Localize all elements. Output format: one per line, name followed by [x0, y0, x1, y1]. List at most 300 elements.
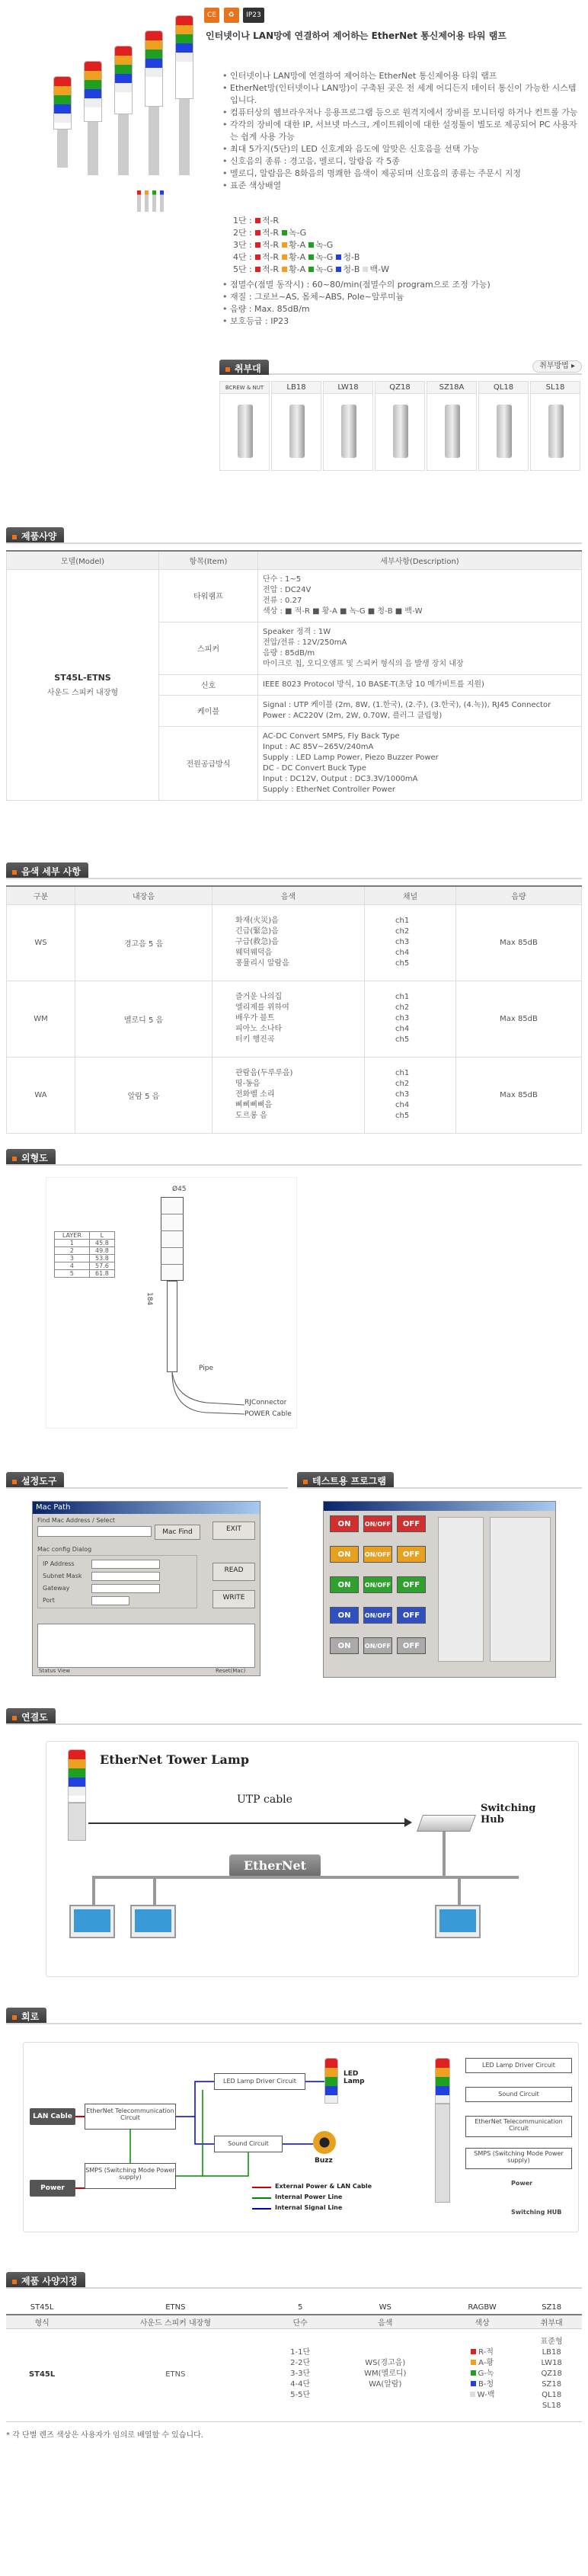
lan-label: LAN Cable — [30, 2108, 75, 2125]
test-on-button[interactable]: ON — [330, 1515, 359, 1532]
test-on-button[interactable]: ON — [330, 1607, 359, 1624]
product-photo — [46, 15, 198, 221]
order-label: 취부대 — [540, 2318, 563, 2328]
sound-tone: 긴급(緊急)음 — [235, 927, 279, 936]
spec-line: Supply : LED Lamp Power, Piezo Buzzer Power — [263, 753, 439, 762]
feature-item: • 컴퓨터상의 웹브라우저나 응용프로그램 등으로 원격지에서 장비를 모니터링 하거나 컨트롤 가능 — [222, 107, 580, 119]
order-color — [443, 2369, 522, 2379]
outline-cell: 61.8 — [89, 1270, 114, 1278]
sound-tones — [213, 981, 365, 1057]
setup-title: 설정도구 — [21, 1476, 57, 1486]
order-tone: WA(알람) — [369, 2380, 402, 2389]
color-swatch — [336, 254, 341, 260]
connection-title: 연결도 — [21, 1712, 48, 1723]
feature-item: • 음량 : Max. 85dB/m — [222, 303, 580, 315]
sound-tone: 전화벨 소리 — [235, 1090, 275, 1099]
outline-row — [55, 1270, 115, 1278]
sound-tones — [213, 904, 365, 981]
color-tier-row — [233, 215, 462, 227]
sound-tone: 도르롱 음 — [235, 1112, 267, 1120]
lamp-1 — [53, 76, 72, 130]
gateway-field[interactable] — [91, 1584, 160, 1593]
spec-line: AC-DC Convert SMPS, Fly Back Type — [263, 731, 400, 741]
color-swatch — [282, 230, 287, 235]
spec-model: ST45L-ETNS — [54, 672, 111, 683]
order-code: ST45L — [30, 2303, 54, 2312]
right-sound-box: Sound Circuit — [465, 2087, 572, 2102]
mount-options — [219, 381, 582, 472]
mount-method-button[interactable]: 취부방법 ▸ — [532, 360, 582, 373]
circuit-diagram — [23, 2042, 579, 2232]
sound-row — [7, 981, 582, 1057]
order-color-swatch — [471, 2370, 476, 2376]
sound-tone: 피아노 소나타 — [235, 1025, 283, 1033]
outline-drawing — [46, 1177, 297, 1429]
color-swatch — [255, 218, 260, 223]
spec-table — [6, 550, 582, 801]
sound-type: 멜로디 5 음 — [75, 981, 213, 1057]
order-tiers — [273, 2328, 327, 2420]
spec-section-header — [6, 526, 582, 544]
outline-row — [55, 1255, 115, 1262]
mount-image — [497, 405, 512, 458]
spec-line: Signal : UTP 케이블 (2m, 8W, (1.한국), (2.주), (3.한국), (4.녹)), RJ45 Connector — [263, 700, 551, 709]
color-swatch — [255, 242, 260, 248]
sound-title: 음색 세부 사항 — [21, 866, 81, 877]
color-name: 녹-G — [289, 228, 307, 238]
outline-cell: 57.6 — [89, 1262, 114, 1270]
spec-line: Input : DC12V, Output : DC3.3V/1000mA — [263, 774, 418, 783]
order-note: * 각 단별 렌즈 색상은 사용자가 임의로 배열할 수 있습니다. — [6, 2431, 203, 2440]
spec-header-desc: 세부사항(Description) — [258, 551, 582, 569]
product-title: 인터넷이나 LAN망에 연결하여 제어하는 EtherNet 통신제어용 타워 램프 — [206, 30, 507, 41]
mount-label: QL18 — [479, 382, 528, 394]
spec-line: 전압/전류 : 12V/250mA — [263, 638, 347, 647]
buzz-label: Buzz — [315, 2157, 333, 2165]
mac-find-button[interactable]: Mac Find — [155, 1525, 200, 1540]
setup-window: Mac Path Find Mac Address / Select Mac Find EXIT Mac config Dialog IP Address Subnet Mask Gateway Port READ WRITE Status View Reset(Mac) — [32, 1501, 260, 1676]
spec-model-sub: 사운드 스피커 내장형 — [46, 688, 119, 697]
color-swatch — [282, 242, 287, 248]
spec-line: 단수 : 1~5 — [263, 574, 302, 584]
spec-desc — [258, 622, 582, 674]
lamp-4 — [145, 30, 163, 107]
pc-icon — [435, 1905, 481, 1938]
outline-label-rj: RJConnector — [244, 1399, 287, 1406]
outline-cell: 49.8 — [89, 1247, 114, 1255]
order-code: RAGBW — [468, 2303, 497, 2312]
color-name: 녹-G — [315, 252, 334, 262]
mount-label: QZ18 — [375, 382, 424, 394]
color-tier-row — [233, 239, 462, 251]
color-tier-row — [233, 264, 462, 276]
connection-diagram — [46, 1741, 579, 1977]
spec-header-model: 모델(Model) — [7, 551, 159, 569]
color-name: 적-R — [261, 228, 280, 238]
spec-item: 전원공급방식 — [159, 726, 258, 800]
right-smps-box: SMPS (Switching Mode Power supply) — [465, 2148, 572, 2169]
right-led-box: LED Lamp Driver Circuit — [465, 2058, 572, 2073]
outline-row — [55, 1247, 115, 1255]
sound-channel: ch3 — [395, 938, 410, 946]
spec-line: 음량 : 85dB/m — [263, 648, 315, 658]
order-code: ETNS — [165, 2303, 186, 2312]
color-name: 녹-G — [315, 264, 334, 274]
feature-item: • 점멸수(점멸 동작시) : 60~80/min(점멸수의 program으로 조정 가능) — [222, 279, 580, 291]
color-name: 적-R — [261, 240, 280, 250]
circuit-title: 회로 — [21, 2011, 40, 2022]
mount-image — [341, 405, 356, 458]
spec-line: DC - DC Convert Buck Type — [263, 763, 366, 773]
order-colors — [443, 2328, 522, 2420]
spec-line: 색상 : ■ 적-R ■ 황-A ■ 녹-G ■ 청-B ■ 백-W — [263, 606, 423, 616]
test-off-button[interactable]: OFF — [397, 1637, 426, 1654]
sound-channel: ch3 — [395, 1014, 410, 1022]
test-on-button[interactable]: ON — [330, 1546, 359, 1563]
order-tone: WS(경고음) — [365, 2359, 406, 2368]
order-color-swatch — [471, 2381, 476, 2386]
sound-channel: ch5 — [395, 1035, 410, 1044]
color-tier-row — [233, 227, 462, 239]
order-mount: QZ18 — [541, 2370, 562, 2379]
outline-cell: 45.8 — [89, 1240, 114, 1247]
sound-tone: 즐거운 나의집 — [235, 993, 283, 1001]
spec-title: 제품사양 — [21, 531, 57, 542]
sound-channel: ch1 — [395, 917, 410, 925]
test-onoff-button[interactable]: ON/OFF — [363, 1515, 392, 1532]
mount-image — [445, 405, 460, 458]
right-hub-label: Switching HUB — [511, 2209, 562, 2216]
outline-cell: 53.8 — [89, 1255, 114, 1262]
order-tone: WM(멜로디) — [364, 2370, 407, 2379]
sound-tone: 구급(救急)음 — [235, 938, 279, 946]
order-mount: 표준형 — [540, 2338, 563, 2347]
ethernet-bar: EtherNet — [229, 1854, 321, 1877]
test-controls — [330, 1515, 436, 1668]
test-off-button[interactable]: OFF — [397, 1515, 426, 1532]
test-window — [323, 1501, 556, 1678]
status-view — [37, 1624, 255, 1668]
color-swatch — [336, 267, 341, 272]
spec-model-cell — [7, 569, 159, 800]
feature-item: • 인터넷이나 LAN망에 연결하여 제어하는 EtherNet 통신제어용 타워 램프 — [222, 70, 580, 82]
order-mounts — [521, 2328, 582, 2420]
legend-external: External Power & LAN Cable — [275, 2183, 372, 2190]
order-table — [6, 2301, 582, 2440]
order-color-name: A-황 — [478, 2359, 494, 2368]
test-on-button[interactable]: ON — [330, 1576, 359, 1593]
color-name: 청-B — [343, 252, 360, 262]
order-label: 색상 — [475, 2318, 490, 2328]
mac-select[interactable] — [37, 1526, 152, 1537]
sound-tone: 띵-동음 — [235, 1080, 260, 1088]
sound-tone: 배우가 블트 — [235, 1014, 275, 1022]
outline-title: 외형도 — [21, 1153, 48, 1163]
order-color-swatch — [471, 2360, 476, 2365]
sound-tone: 엘리제를 위하여 — [235, 1003, 289, 1012]
sound-channel: ch4 — [395, 949, 410, 957]
hub-label: Switching Hub — [481, 1803, 536, 1826]
order-color-swatch — [471, 2349, 476, 2354]
pc-icon — [130, 1905, 176, 1938]
ether-box: EtherNet Telecommunication Circuit — [85, 2104, 176, 2130]
color-name: 황-A — [289, 264, 306, 274]
sound-tone: 삐삐삐삐음 — [235, 1101, 273, 1109]
order-model: ST45L — [28, 2370, 56, 2379]
mount-image — [238, 405, 253, 458]
sound-channel: ch2 — [395, 927, 410, 936]
port-field[interactable] — [91, 1596, 129, 1605]
mount-label: LW18 — [324, 382, 372, 394]
test-off-button[interactable]: OFF — [397, 1576, 426, 1593]
order-title: 제품 사양지정 — [21, 2276, 78, 2286]
mount-image — [548, 405, 564, 458]
sound-header-code: 구분 — [7, 886, 75, 904]
feature-item: • 멜로디, 알람음은 8화음의 명쾌한 음색이 제공되며 신호음의 종류는 주문시 지정 — [222, 168, 580, 180]
order-tones — [328, 2328, 443, 2420]
connection-lamp-title: EtherNet Tower Lamp — [100, 1752, 250, 1767]
order-mount: LB18 — [542, 2348, 561, 2357]
spec-line: 전압 : DC24V — [263, 585, 312, 594]
spec-item: 신호 — [159, 674, 258, 695]
outline-label-pipe: Pipe — [199, 1365, 213, 1372]
color-swatch — [308, 242, 314, 248]
feature-item: • 신호음의 종류 : 경고음, 멜로디, 알람음 각 5종 — [222, 155, 580, 168]
order-color-name: B-청 — [478, 2380, 494, 2389]
mount-label: BCREW & NUT — [220, 382, 269, 394]
feature-list — [222, 70, 580, 192]
color-swatch — [255, 267, 260, 272]
outline-cell: 1 — [55, 1240, 90, 1247]
sound-channel: ch5 — [395, 1112, 410, 1120]
order-color — [443, 2379, 522, 2390]
spec-desc — [258, 569, 582, 622]
sound-tone: 퐁뮬리시 알람음 — [235, 959, 289, 968]
sound-tone: 관람음(두루루음) — [235, 1069, 293, 1077]
order-color-name: W-백 — [477, 2391, 495, 2400]
color-name: 적-R — [261, 264, 280, 274]
order-label: 형식 — [34, 2318, 50, 2328]
sound-channels — [365, 981, 456, 1057]
outline-section-header — [6, 1147, 582, 1166]
feature-item: • 각각의 장비에 대한 IP, 서브넷 마스크, 게이트웨이에 대한 설정툴이 별도로 제공되어 PC 사용자는 쉽게 사용 가능 — [222, 119, 580, 143]
switching-hub — [417, 1815, 476, 1832]
spec-item: 스피커 — [159, 622, 258, 674]
connection-lamp — [68, 1749, 86, 1803]
subnet-field[interactable] — [91, 1572, 160, 1581]
outline-layer-table: LAYER L 1 45.8 2 49.8 3 53.8 4 57.6 5 61.8 — [54, 1231, 115, 1278]
order-tier: 4-4단 — [290, 2380, 311, 2389]
order-tier: 3-3단 — [290, 2370, 311, 2379]
dim-length: 184 — [145, 1292, 153, 1306]
sound-code: WS — [7, 904, 75, 981]
order-tier: 1-1단 — [290, 2348, 311, 2357]
order-tier: 5-5단 — [290, 2391, 311, 2400]
outline-cell: 2 — [55, 1247, 90, 1255]
test-on-button[interactable]: ON — [330, 1637, 359, 1654]
spec-desc — [258, 674, 582, 695]
color-name: 백-W — [369, 264, 389, 274]
test-onoff-button[interactable]: ON/OFF — [363, 1546, 392, 1563]
mount-option — [323, 381, 373, 471]
spec-desc — [258, 726, 582, 800]
sound-section-header — [6, 861, 582, 879]
color-swatch — [282, 254, 287, 260]
order-color-swatch — [470, 2392, 475, 2397]
order-section-header — [6, 2270, 582, 2289]
sound-type: 알람 5 음 — [75, 1057, 213, 1133]
spec-item: 케이블 — [159, 695, 258, 726]
utp-label: UTP cable — [237, 1794, 292, 1806]
mount-option — [427, 381, 477, 471]
sound-table — [6, 885, 582, 1134]
sound-header-type: 내장음 — [75, 886, 213, 904]
spec-item: 타워램프 — [159, 569, 258, 622]
sound-channel: ch1 — [395, 1069, 410, 1077]
sound-channels — [365, 904, 456, 981]
sound-type: 경고음 5 음 — [75, 904, 213, 981]
pc-icon — [69, 1905, 115, 1938]
right-power-label: Power — [511, 2180, 533, 2187]
tier-label: 4단 : — [233, 252, 252, 262]
test-onoff-button[interactable]: ON/OFF — [363, 1607, 392, 1624]
mini-lamps — [137, 190, 183, 213]
sound-header-vol: 음량 — [456, 886, 582, 904]
setup-section — [6, 1470, 288, 1489]
sound-volume: Max 85dB — [456, 981, 582, 1057]
outline-label-power: POWER Cable — [244, 1410, 292, 1418]
feature-item: • 재질 : 그로브~AS, 몸체~ABS, Pole~알루미늄 — [222, 291, 580, 303]
sound-tone: 웨덕웨덕음 — [235, 949, 273, 957]
sound-code: WA — [7, 1057, 75, 1133]
mount-option — [478, 381, 529, 471]
feature-item: • 최대 5가지(5단)의 LED 신호계와 음도에 알맞은 신호음을 선택 가능 — [222, 143, 580, 155]
spec-line: Power : AC220V (2m, 2W, 0.70W, 플러그 클립형) — [263, 711, 443, 720]
sound-box: Sound Circuit — [214, 2136, 283, 2152]
write-button[interactable]: WRITE — [213, 1590, 255, 1608]
outline-cell: 4 — [55, 1262, 90, 1270]
order-mount: SZ18 — [542, 2380, 562, 2389]
mount-option — [271, 381, 321, 471]
color-swatch — [282, 267, 287, 272]
reset-mac-button[interactable]: Reset(Mac) — [216, 1668, 246, 1674]
mount-label: SZ18A — [427, 382, 476, 394]
outline-row — [55, 1262, 115, 1270]
sound-channel: ch1 — [395, 993, 410, 1001]
color-name: 녹-G — [315, 240, 334, 250]
setup-window-title: Mac Path — [33, 1502, 260, 1514]
color-name: 적-R — [261, 252, 280, 262]
standard-colors — [233, 215, 462, 276]
mount-label: LB18 — [272, 382, 321, 394]
tier-label: 3단 : — [233, 240, 252, 250]
lamp-5 — [175, 15, 193, 99]
color-name: 청-B — [343, 264, 360, 274]
circuit-lamp-right — [435, 2058, 450, 2104]
test-onoff-button[interactable]: ON/OFF — [363, 1576, 392, 1593]
spec-line: IEEE 8023 Protocol 방식, 10 BASE-T(초당 10 메가비트를 지원) — [263, 680, 484, 689]
sound-tones — [213, 1057, 365, 1133]
lamp-2 — [84, 61, 102, 122]
order-label: 사운드 스피커 내장형 — [139, 2318, 211, 2328]
standard-colors-label: • 표준 색상배열 — [222, 180, 580, 192]
right-ether-box: EtherNet Telecommunication Circuit — [465, 2116, 572, 2137]
test-onoff-button[interactable]: ON/OFF — [363, 1637, 392, 1654]
tier-label: 2단 : — [233, 228, 252, 238]
test-off-button[interactable]: OFF — [397, 1607, 426, 1624]
order-color-name: G-녹 — [478, 2370, 494, 2379]
order-mount: LW18 — [541, 2359, 562, 2368]
legend-power: Internal Power Line — [275, 2194, 343, 2200]
order-mount: SL18 — [542, 2402, 561, 2411]
mount-section — [219, 358, 582, 480]
order-code: SZ18 — [542, 2303, 562, 2312]
outline-row — [55, 1240, 115, 1247]
spec-line: 마이크로 칩, 오디오앰프 및 스피커 형식의 음 발생 장치 내장 — [263, 659, 464, 668]
sound-tone: 터키 행진곡 — [235, 1035, 275, 1044]
color-name: 황-A — [289, 252, 306, 262]
mount-option — [375, 381, 425, 471]
read-button[interactable]: READ — [213, 1563, 255, 1581]
order-tier: 2-2단 — [290, 2359, 311, 2368]
ip-field[interactable] — [91, 1560, 160, 1569]
sound-channel: ch4 — [395, 1025, 410, 1033]
order-code: 5 — [297, 2303, 303, 2312]
spec-desc — [258, 695, 582, 726]
order-label: 음색 — [378, 2318, 393, 2328]
outline-cell: 5 — [55, 1270, 90, 1278]
sound-row — [7, 1057, 582, 1133]
sound-channel: ch5 — [395, 959, 410, 968]
mount-title: 취부대 — [235, 363, 261, 374]
feature-item: • 보호등급 : IP23 — [222, 315, 580, 328]
order-color — [443, 2347, 522, 2358]
sound-row — [7, 904, 582, 981]
order-label: 단수 — [292, 2318, 308, 2328]
spec-line: Input : AC 85V~265V/240mA — [263, 742, 374, 751]
sound-header-ch: 채널 — [365, 886, 456, 904]
sound-channel: ch2 — [395, 1003, 410, 1012]
ip23-icon: IP23 — [243, 8, 264, 23]
order-etns: ETNS — [165, 2370, 186, 2379]
color-name: 황-A — [289, 240, 306, 250]
sound-header-tone: 음색 — [213, 886, 365, 904]
dim-top: Ø45 — [172, 1186, 187, 1193]
legend-signal: Internal Signal Line — [275, 2204, 343, 2211]
tier-label: 1단 : — [233, 216, 252, 226]
mount-option — [219, 381, 270, 471]
sound-channel: ch2 — [395, 1080, 410, 1088]
power-label: Power — [30, 2180, 75, 2197]
spec-row — [7, 569, 582, 622]
color-tier-row — [233, 251, 462, 264]
color-name: 적-R — [261, 216, 280, 226]
order-code: WS — [379, 2303, 391, 2312]
cert-icons — [204, 8, 264, 26]
test-off-button[interactable]: OFF — [397, 1546, 426, 1563]
spec-header-item: 항목(Item) — [159, 551, 258, 569]
color-swatch — [255, 254, 260, 260]
mount-image — [393, 405, 408, 458]
sound-channel: ch4 — [395, 1101, 410, 1109]
sound-code: WM — [7, 981, 75, 1057]
exit-button[interactable]: EXIT — [213, 1522, 255, 1540]
order-color — [443, 2390, 522, 2401]
sound-volume: Max 85dB — [456, 1057, 582, 1133]
lamp-3 — [114, 46, 133, 114]
circuit-section-header — [6, 2006, 582, 2024]
color-swatch — [308, 267, 314, 272]
